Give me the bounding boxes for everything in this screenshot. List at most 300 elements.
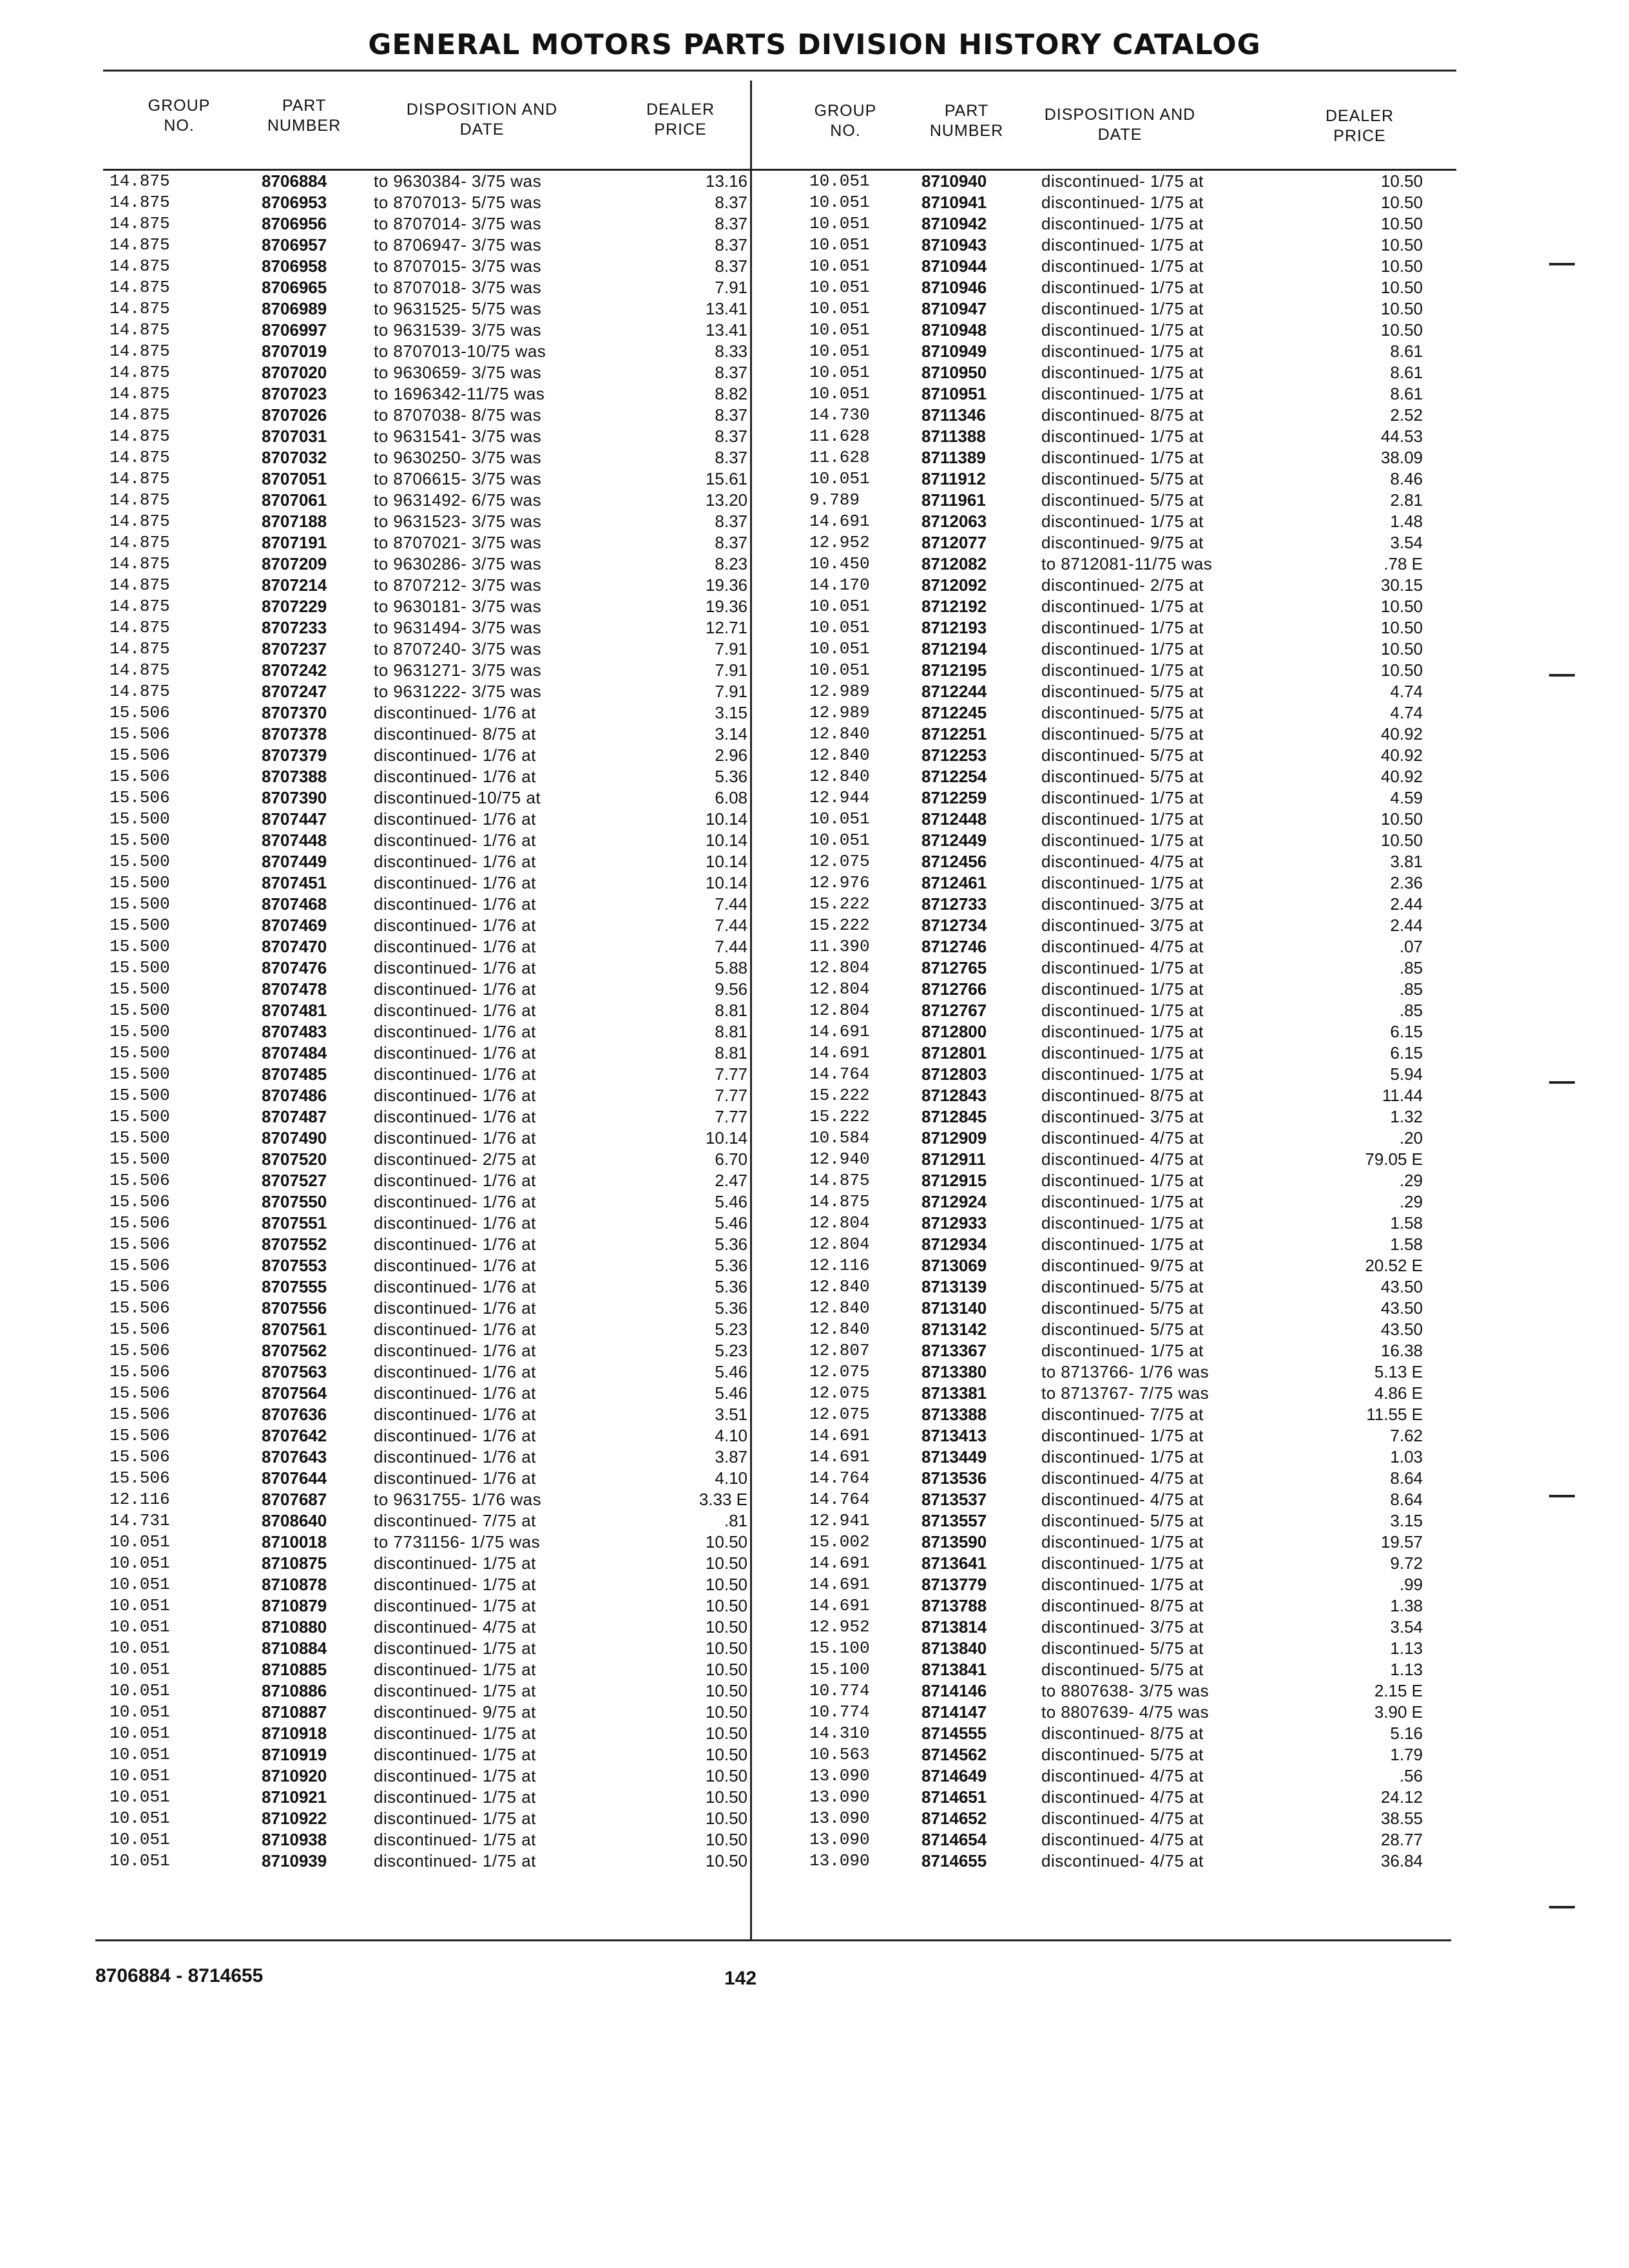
part-number: 8707564: [262, 1383, 327, 1403]
dealer-price: 10.50: [705, 1745, 747, 1764]
disposition-date: discontinued- 1/75 at: [1041, 278, 1204, 297]
group-number: 10.450: [809, 554, 870, 573]
disposition-date: discontinued- 1/75 at: [374, 1830, 536, 1849]
disposition-date: discontinued- 1/76 at: [374, 1426, 536, 1445]
dealer-price: 3.90 E: [1374, 1702, 1423, 1722]
group-number: 10.563: [809, 1745, 870, 1764]
disposition-date: discontinued- 1/76 at: [374, 1341, 536, 1360]
dealer-price: 7.91: [715, 660, 747, 680]
disposition-date: discontinued- 1/76 at: [374, 703, 536, 722]
part-number: 8707229: [262, 597, 327, 616]
part-number: 8713142: [921, 1320, 987, 1339]
disposition-date: discontinued- 4/75 at: [1041, 1830, 1204, 1849]
part-number: 8714651: [921, 1787, 987, 1807]
part-number: 8712259: [921, 788, 987, 807]
disposition-header: DISPOSITION AND DATE: [1044, 106, 1196, 144]
group-number: 14.875: [110, 193, 170, 212]
disposition-date: discontinued- 1/76 at: [374, 979, 536, 999]
dealer-price: 8.37: [715, 448, 747, 467]
group-number: 12.116: [809, 1256, 870, 1275]
part-number: 8712734: [921, 916, 987, 935]
disposition-date: discontinued- 1/75 at: [1041, 958, 1204, 977]
dealer-price: 8.23: [715, 554, 747, 573]
group-number: 10.051: [110, 1702, 170, 1722]
group-number: 15.500: [110, 1107, 170, 1126]
group-number: 10.051: [110, 1532, 170, 1552]
group-number: 15.506: [110, 1341, 170, 1360]
part-number: 8713536: [921, 1468, 987, 1488]
part-number: 8707644: [262, 1468, 327, 1488]
part-number: 8707643: [262, 1447, 327, 1466]
dealer-price: 2.52: [1390, 405, 1423, 425]
part-number: 8707562: [262, 1341, 327, 1360]
dealer-price: 16.38: [1380, 1341, 1423, 1360]
disposition-date: discontinued- 1/75 at: [374, 1787, 536, 1807]
group-number: 11.390: [809, 937, 870, 956]
disposition-date: discontinued- 1/76 at: [374, 852, 536, 871]
dealer-price: 5.46: [715, 1213, 747, 1233]
part-number: 8706989: [262, 299, 327, 318]
group-number: 10.051: [110, 1553, 170, 1573]
disposition-date: discontinued- 1/76 at: [374, 831, 536, 850]
disposition-date: discontinued- 1/75 at: [1041, 1213, 1204, 1233]
dealer-price: 5.36: [715, 1235, 747, 1254]
disposition-date: discontinued- 8/75 at: [1041, 1596, 1204, 1615]
group-number: 15.500: [110, 873, 170, 892]
dealer-price: 43.50: [1380, 1277, 1423, 1296]
group-number: 12.989: [809, 703, 870, 722]
part-number: 8708640: [262, 1511, 327, 1530]
group-number: 14.875: [110, 660, 170, 680]
group-number: 14.875: [110, 448, 170, 467]
disposition-date: discontinued- 3/75 at: [1041, 1617, 1204, 1637]
disposition-date: discontinued- 1/76 at: [374, 1468, 536, 1488]
dealer-price: 4.10: [715, 1468, 747, 1488]
dealer-price: 1.38: [1390, 1596, 1423, 1615]
dealer-price: 10.50: [1380, 831, 1423, 850]
part-number: 8707031: [262, 427, 327, 446]
disposition-date: to 1696342-11/75 was: [374, 384, 545, 403]
part-number: 8712909: [921, 1128, 987, 1148]
group-number: 14.875: [110, 256, 170, 276]
part-number: 8707476: [262, 958, 327, 977]
page-number: 142: [724, 1968, 757, 1989]
disposition-date: discontinued- 1/75 at: [1041, 1447, 1204, 1466]
group-number: 10.051: [809, 809, 870, 829]
part-number: 8707370: [262, 703, 327, 722]
part-number: 8707451: [262, 873, 327, 892]
part-number: 8710918: [262, 1724, 327, 1743]
part-number: 8710951: [921, 384, 987, 403]
part-number: 8707020: [262, 363, 327, 382]
disposition-date: discontinued- 1/76 at: [374, 1256, 536, 1275]
dealer-price: 38.55: [1380, 1809, 1423, 1828]
group-number: 10.051: [809, 341, 870, 361]
disposition-date: to 9631492- 6/75 was: [374, 490, 542, 510]
disposition-date: to 8707240- 3/75 was: [374, 639, 542, 658]
disposition-date: discontinued- 1/75 at: [1041, 809, 1204, 829]
part-number: 8707553: [262, 1256, 327, 1275]
group-number: 10.051: [809, 171, 870, 191]
dealer-price: 4.10: [715, 1426, 747, 1445]
disposition-date: discontinued- 1/75 at: [1041, 1064, 1204, 1084]
disposition-date: discontinued- 1/75 at: [1041, 1575, 1204, 1594]
dealer-price: 10.50: [1380, 171, 1423, 191]
dealer-price: 10.50: [705, 1724, 747, 1743]
group-number: 15.500: [110, 852, 170, 871]
dealer-price: 4.59: [1390, 788, 1423, 807]
group-number: 14.875: [110, 554, 170, 573]
dealer-price: 10.50: [705, 1809, 747, 1828]
part-number: 8707191: [262, 533, 327, 552]
part-number: 8712924: [921, 1192, 987, 1211]
part-number: 8707563: [262, 1362, 327, 1381]
dealer-price: 8.64: [1390, 1468, 1423, 1488]
dealer-price: 79.05 E: [1365, 1149, 1423, 1169]
part-number: 8712766: [921, 979, 987, 999]
part-number: 8710939: [262, 1851, 327, 1870]
group-number: 12.804: [809, 1001, 870, 1020]
part-number: 8707550: [262, 1192, 327, 1211]
dealer-price: 8.37: [715, 235, 747, 255]
part-number: 8710941: [921, 193, 987, 212]
part-number: 8710879: [262, 1596, 327, 1615]
disposition-date: discontinued- 1/76 at: [374, 1447, 536, 1466]
group-number: 15.506: [110, 1320, 170, 1339]
group-number: 15.222: [809, 1086, 870, 1105]
group-number: 10.774: [809, 1702, 870, 1722]
group-number: 10.584: [809, 1128, 870, 1148]
part-number: 8713367: [921, 1341, 987, 1360]
part-number: 8707481: [262, 1001, 327, 1020]
group-number: 15.506: [110, 703, 170, 722]
part-number: 8706965: [262, 278, 327, 297]
dealer-price: 8.61: [1390, 384, 1423, 403]
part-number: 8711388: [921, 427, 986, 446]
part-number: 8707379: [262, 745, 327, 765]
part-number: 8707469: [262, 916, 327, 935]
dealer-price: 7.44: [715, 937, 747, 956]
group-number: 14.875: [110, 405, 170, 425]
disposition-date: discontinued- 4/75 at: [374, 1617, 536, 1637]
disposition-date: discontinued- 1/76 at: [374, 937, 536, 956]
title-rule: [103, 70, 1456, 72]
dealer-price: 10.50: [1380, 235, 1423, 255]
disposition-date: discontinued- 8/75 at: [1041, 1086, 1204, 1105]
group-number: 14.310: [809, 1724, 870, 1743]
dealer-price: 2.96: [715, 745, 747, 765]
group-number: 12.952: [809, 533, 870, 552]
column-divider: [750, 81, 752, 1939]
dealer-price: 1.58: [1390, 1235, 1423, 1254]
group-number: 14.875: [110, 490, 170, 510]
disposition-date: to 8707014- 3/75 was: [374, 214, 542, 233]
dealer-price: 44.53: [1380, 427, 1423, 446]
disposition-date: discontinued- 1/76 at: [374, 1362, 536, 1381]
part-number: 8713380: [921, 1362, 987, 1381]
part-number: 8707485: [262, 1064, 327, 1084]
disposition-date: discontinued- 8/75 at: [1041, 405, 1204, 425]
margin-mark: [1549, 674, 1575, 677]
dealer-price: .29: [1399, 1192, 1423, 1211]
group-number: 14.875: [110, 320, 170, 340]
group-number: 12.075: [809, 1405, 870, 1424]
part-number: 8714146: [921, 1681, 987, 1700]
dealer-price: 10.50: [1380, 256, 1423, 276]
part-number: 8707390: [262, 788, 327, 807]
dealer-price: 10.50: [705, 1553, 747, 1573]
dealer-price: 12.71: [705, 618, 747, 637]
group-number: 12.116: [110, 1490, 170, 1509]
disposition-date: discontinued- 3/75 at: [1041, 1107, 1204, 1126]
dealer-price: .56: [1399, 1766, 1423, 1785]
dealer-price: 5.13 E: [1374, 1362, 1423, 1381]
part-number: 8707642: [262, 1426, 327, 1445]
dealer-price: 8.37: [715, 533, 747, 552]
dealer-price: 2.44: [1390, 916, 1423, 935]
dealer-price: 1.32: [1390, 1107, 1423, 1126]
part-number: 8707242: [262, 660, 327, 680]
disposition-date: discontinued- 1/75 at: [1041, 214, 1204, 233]
part-number: 8711346: [921, 405, 986, 425]
group-number: 10.051: [110, 1851, 170, 1870]
group-number: 12.840: [809, 724, 870, 744]
dealer-price: 28.77: [1380, 1830, 1423, 1849]
disposition-date: to 8807638- 3/75 was: [1041, 1681, 1210, 1700]
dealer-price: 30.15: [1380, 575, 1423, 595]
dealer-price: 8.81: [715, 1001, 747, 1020]
dealer-price: 10.50: [1380, 278, 1423, 297]
disposition-date: discontinued- 1/76 at: [374, 916, 536, 935]
dealer-price: .99: [1399, 1575, 1423, 1594]
part-number: 8711961: [921, 490, 986, 510]
dealer-price: 1.58: [1390, 1213, 1423, 1233]
disposition-date: discontinued- 7/75 at: [374, 1511, 536, 1530]
disposition-date: discontinued- 1/75 at: [1041, 235, 1204, 255]
dealer-price: 8.37: [715, 214, 747, 233]
part-number: 8713381: [921, 1383, 987, 1403]
dealer-price: 5.36: [715, 1256, 747, 1275]
group-number: 15.506: [110, 1171, 170, 1190]
disposition-date: to 8713767- 7/75 was: [1041, 1383, 1210, 1403]
disposition-date: discontinued- 1/76 at: [374, 1171, 536, 1190]
dealer-price: 5.36: [715, 767, 747, 786]
part-number: 8707061: [262, 490, 327, 510]
part-number: 8707478: [262, 979, 327, 999]
group-number: 14.875: [110, 299, 170, 318]
dealer-price: 10.50: [705, 1617, 747, 1637]
disposition-date: discontinued- 1/75 at: [1041, 1553, 1204, 1573]
group-number: 14.691: [809, 512, 870, 531]
disposition-date: discontinued- 1/76 at: [374, 1192, 536, 1211]
part-number: 8710880: [262, 1617, 327, 1637]
group-number: 15.500: [110, 1001, 170, 1020]
group-number: 10.051: [110, 1766, 170, 1785]
disposition-date: to 8807639- 4/75 was: [1041, 1702, 1210, 1722]
dealer-price: 13.16: [705, 171, 747, 191]
dealer-price: .07: [1399, 937, 1423, 956]
group-number: 10.051: [110, 1660, 170, 1679]
disposition-date: discontinued- 5/75 at: [1041, 490, 1204, 510]
dealer-price: 40.92: [1380, 745, 1423, 765]
dealer-price: .29: [1399, 1171, 1423, 1190]
disposition-date: discontinued- 1/75 at: [1041, 597, 1204, 616]
part-number: 8712254: [921, 767, 987, 786]
disposition-date: discontinued- 1/76 at: [374, 1043, 536, 1062]
disposition-date: discontinued- 1/75 at: [1041, 618, 1204, 637]
dealer-price: 3.51: [715, 1405, 747, 1424]
group-number: 12.940: [809, 1149, 870, 1169]
dealer-price: 10.50: [705, 1575, 747, 1594]
dealer-price: 6.70: [715, 1149, 747, 1169]
part-number: 8713840: [921, 1639, 987, 1658]
part-number: 8712244: [921, 682, 987, 701]
dealer-price: 8.61: [1390, 341, 1423, 361]
price-header: DEALER PRICE: [1325, 107, 1394, 145]
disposition-date: discontinued- 2/75 at: [374, 1149, 536, 1169]
disposition-date: discontinued- 1/75 at: [374, 1724, 536, 1743]
part-number: 8714562: [921, 1745, 987, 1764]
disposition-date: discontinued- 4/75 at: [1041, 1809, 1204, 1828]
dealer-price: 7.44: [715, 894, 747, 914]
group-number: 14.170: [809, 575, 870, 595]
part-number: 8710950: [921, 363, 987, 382]
disposition-date: to 8713766- 1/76 was: [1041, 1362, 1210, 1381]
part-number: 8713641: [921, 1553, 987, 1573]
disposition-date: discontinued- 1/75 at: [374, 1553, 536, 1573]
part-number: 8712194: [921, 639, 987, 658]
dealer-price: 1.79: [1390, 1745, 1423, 1764]
dealer-price: 19.57: [1380, 1532, 1423, 1552]
disposition-date: discontinued- 1/75 at: [374, 1639, 536, 1658]
footer-part-range: 8706884 - 8714655: [95, 1965, 264, 1986]
group-number: 15.500: [110, 894, 170, 914]
dealer-price: 10.14: [705, 809, 747, 829]
disposition-date: discontinued- 5/75 at: [1041, 767, 1204, 786]
dealer-price: 10.50: [1380, 320, 1423, 340]
disposition-date: discontinued- 1/75 at: [1041, 512, 1204, 531]
part-number: 8706997: [262, 320, 327, 340]
group-number: 14.875: [110, 618, 170, 637]
part-number: 8714655: [921, 1851, 987, 1870]
disposition-date: to 8707038- 8/75 was: [374, 405, 542, 425]
margin-mark: [1549, 1906, 1575, 1908]
part-number: 8712845: [921, 1107, 987, 1126]
disposition-date: discontinued- 5/75 at: [1041, 1511, 1204, 1530]
part-number: 8707026: [262, 405, 327, 425]
group-number: 15.500: [110, 958, 170, 977]
dealer-price: 10.50: [705, 1681, 747, 1700]
dealer-price: 15.61: [705, 469, 747, 488]
part-number: 8706884: [262, 171, 327, 191]
part-number: 8712800: [921, 1022, 987, 1041]
dealer-price: 2.44: [1390, 894, 1423, 914]
part-number: 8712456: [921, 852, 987, 871]
part-number: 8707470: [262, 937, 327, 956]
part-number: 8712746: [921, 937, 987, 956]
disposition-date: discontinued- 4/75 at: [1041, 1787, 1204, 1807]
disposition-date: discontinued- 1/75 at: [1041, 363, 1204, 382]
part-number: 8713557: [921, 1511, 987, 1530]
group-number: 10.051: [110, 1745, 170, 1764]
disposition-date: to 8707018- 3/75 was: [374, 278, 542, 297]
dealer-price: 10.14: [705, 1128, 747, 1148]
disposition-date: to 8706615- 3/75 was: [374, 469, 542, 488]
dealer-price: 8.81: [715, 1022, 747, 1041]
part-number: 8707388: [262, 767, 327, 786]
group-number: 14.875: [110, 597, 170, 616]
part-number: 8707527: [262, 1171, 327, 1190]
dealer-price: 40.92: [1380, 767, 1423, 786]
dealer-price: 5.36: [715, 1277, 747, 1296]
group-number: 15.506: [110, 1405, 170, 1424]
disposition-date: to 9631755- 1/76 was: [374, 1490, 542, 1509]
part-number: 8712449: [921, 831, 987, 850]
part-number: 8710875: [262, 1553, 327, 1573]
dealer-price: 7.91: [715, 682, 747, 701]
disposition-date: discontinued- 1/76 at: [374, 1128, 536, 1148]
part-number: 8707552: [262, 1235, 327, 1254]
disposition-date: to 9631271- 3/75 was: [374, 660, 542, 680]
part-number: 8712063: [921, 512, 987, 531]
part-number: 8710920: [262, 1766, 327, 1785]
dealer-price: 8.46: [1390, 469, 1423, 488]
dealer-price: 3.54: [1390, 1617, 1423, 1637]
part-number: 8707486: [262, 1086, 327, 1105]
dealer-price: 43.50: [1380, 1298, 1423, 1318]
part-number: 8710922: [262, 1809, 327, 1828]
disposition-date: to 8707212- 3/75 was: [374, 575, 542, 595]
disposition-date: discontinued- 2/75 at: [1041, 575, 1204, 595]
part-number: 8714555: [921, 1724, 987, 1743]
group-number: 15.500: [110, 1022, 170, 1041]
dealer-price: 3.14: [715, 724, 747, 744]
group-number: 10.051: [809, 660, 870, 680]
disposition-date: discontinued- 1/75 at: [1041, 1532, 1204, 1552]
part-number: 8713590: [921, 1532, 987, 1552]
disposition-date: to 8707015- 3/75 was: [374, 256, 542, 276]
disposition-date: discontinued- 1/75 at: [1041, 1235, 1204, 1254]
part-number: 8707551: [262, 1213, 327, 1233]
disposition-date: discontinued- 8/75 at: [1041, 1724, 1204, 1743]
group-number: 10.051: [809, 193, 870, 212]
part-number: 8712448: [921, 809, 987, 829]
dealer-price: 7.91: [715, 278, 747, 297]
dealer-price: 10.50: [1380, 618, 1423, 637]
group-number: 12.840: [809, 1298, 870, 1318]
group-number: 12.989: [809, 682, 870, 701]
part-number: 8712082: [921, 554, 987, 573]
disposition-date: discontinued- 1/76 at: [374, 1383, 536, 1403]
part-number: 8710938: [262, 1830, 327, 1849]
dealer-price: 24.12: [1380, 1787, 1423, 1807]
dealer-price: 2.47: [715, 1171, 747, 1190]
group-number: 10.051: [809, 214, 870, 233]
part-number: 8713413: [921, 1426, 987, 1445]
part-number: 8712192: [921, 597, 987, 616]
dealer-price: 10.50: [705, 1596, 747, 1615]
disposition-date: to 9630384- 3/75 was: [374, 171, 542, 191]
dealer-price: 5.88: [715, 958, 747, 977]
dealer-price: 10.50: [705, 1830, 747, 1849]
disposition-date: discontinued- 1/75 at: [374, 1596, 536, 1615]
dealer-price: 10.50: [1380, 193, 1423, 212]
dealer-price: 13.41: [705, 299, 747, 318]
group-number: 15.100: [809, 1639, 870, 1658]
dealer-price: 7.77: [715, 1086, 747, 1105]
dealer-price: .20: [1399, 1128, 1423, 1148]
disposition-date: discontinued- 1/76 at: [374, 809, 536, 829]
